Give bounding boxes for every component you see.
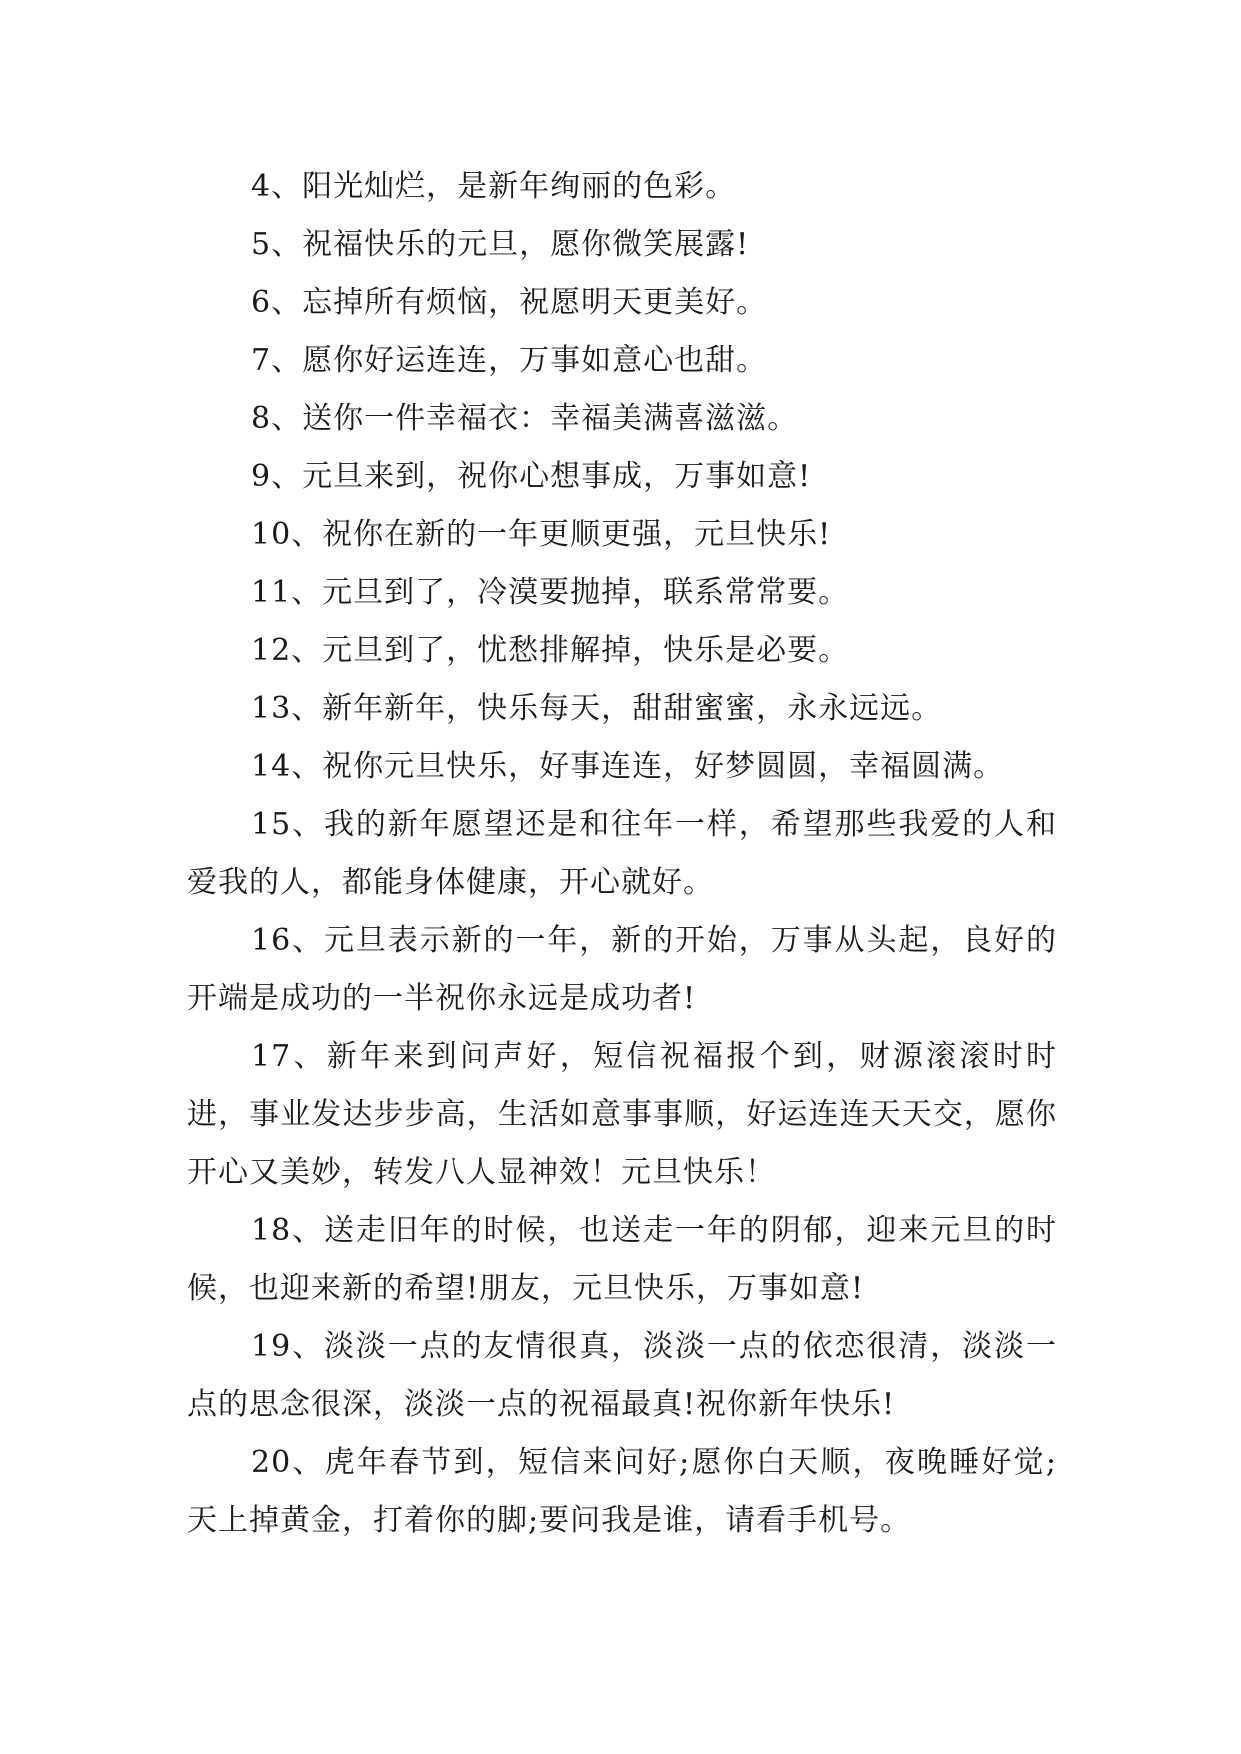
paragraph-11: 11、元旦到了，冷漠要抛掉，联系常常要。 (251, 575, 850, 610)
paragraph-17: 17、新年来到问声好，短信祝福报个到，财源滚滚时时进，事业发达步步高，生活如意事事顺，好运连连天天交，愿你开心又美妙，转发八人显神效！元旦快乐！ (187, 1039, 1057, 1190)
paragraph-10: 10、祝你在新的一年更顺更强，元旦快乐! (251, 517, 832, 552)
paragraph-8: 8、送你一件幸福衣：幸福美满喜滋滋。 (251, 401, 799, 436)
paragraph-6: 6、忘掉所有烦恼，祝愿明天更美好。 (251, 285, 768, 320)
paragraph-4: 4、阳光灿烂，是新年绚丽的色彩。 (251, 169, 737, 204)
document-body (187, 158, 1057, 1550)
paragraph-14: 14、祝你元旦快乐，好事连连，好梦圆圆，幸福圆满。 (251, 749, 1005, 784)
paragraph-12: 12、元旦到了，忧愁排解掉，快乐是必要。 (251, 633, 850, 668)
paragraph-7: 7、愿你好运连连，万事如意心也甜。 (251, 343, 768, 378)
paragraph-20: 20、虎年春节到，短信来问好;愿你白天顺，夜晚睡好觉;天上掉黄金，打着你的脚;要问我是谁，请看手机号。 (187, 1445, 1057, 1538)
paragraph-16: 16、元旦表示新的一年，新的开始，万事从头起，良好的开端是成功的一半祝你永远是成功者! (187, 923, 1057, 1016)
paragraph-13: 13、新年新年，快乐每天，甜甜蜜蜜，永永远远。 (251, 691, 943, 726)
paragraph-19: 19、淡淡一点的友情很真，淡淡一点的依恋很清，淡淡一点的思念很深，淡淡一点的祝福最真!祝你新年快乐! (187, 1329, 1057, 1422)
paragraph-18: 18、送走旧年的时候，也送走一年的阴郁，迎来元旦的时候，也迎来新的希望!朋友，元旦快乐，万事如意! (187, 1213, 1057, 1306)
paragraph-15: 15、我的新年愿望还是和往年一样，希望那些我爱的人和爱我的人，都能身体健康，开心就好。 (187, 807, 1057, 900)
paragraph-5: 5、祝福快乐的元旦，愿你微笑展露! (251, 227, 750, 262)
paragraph-9: 9、元旦来到，祝你心想事成，万事如意! (251, 459, 812, 494)
